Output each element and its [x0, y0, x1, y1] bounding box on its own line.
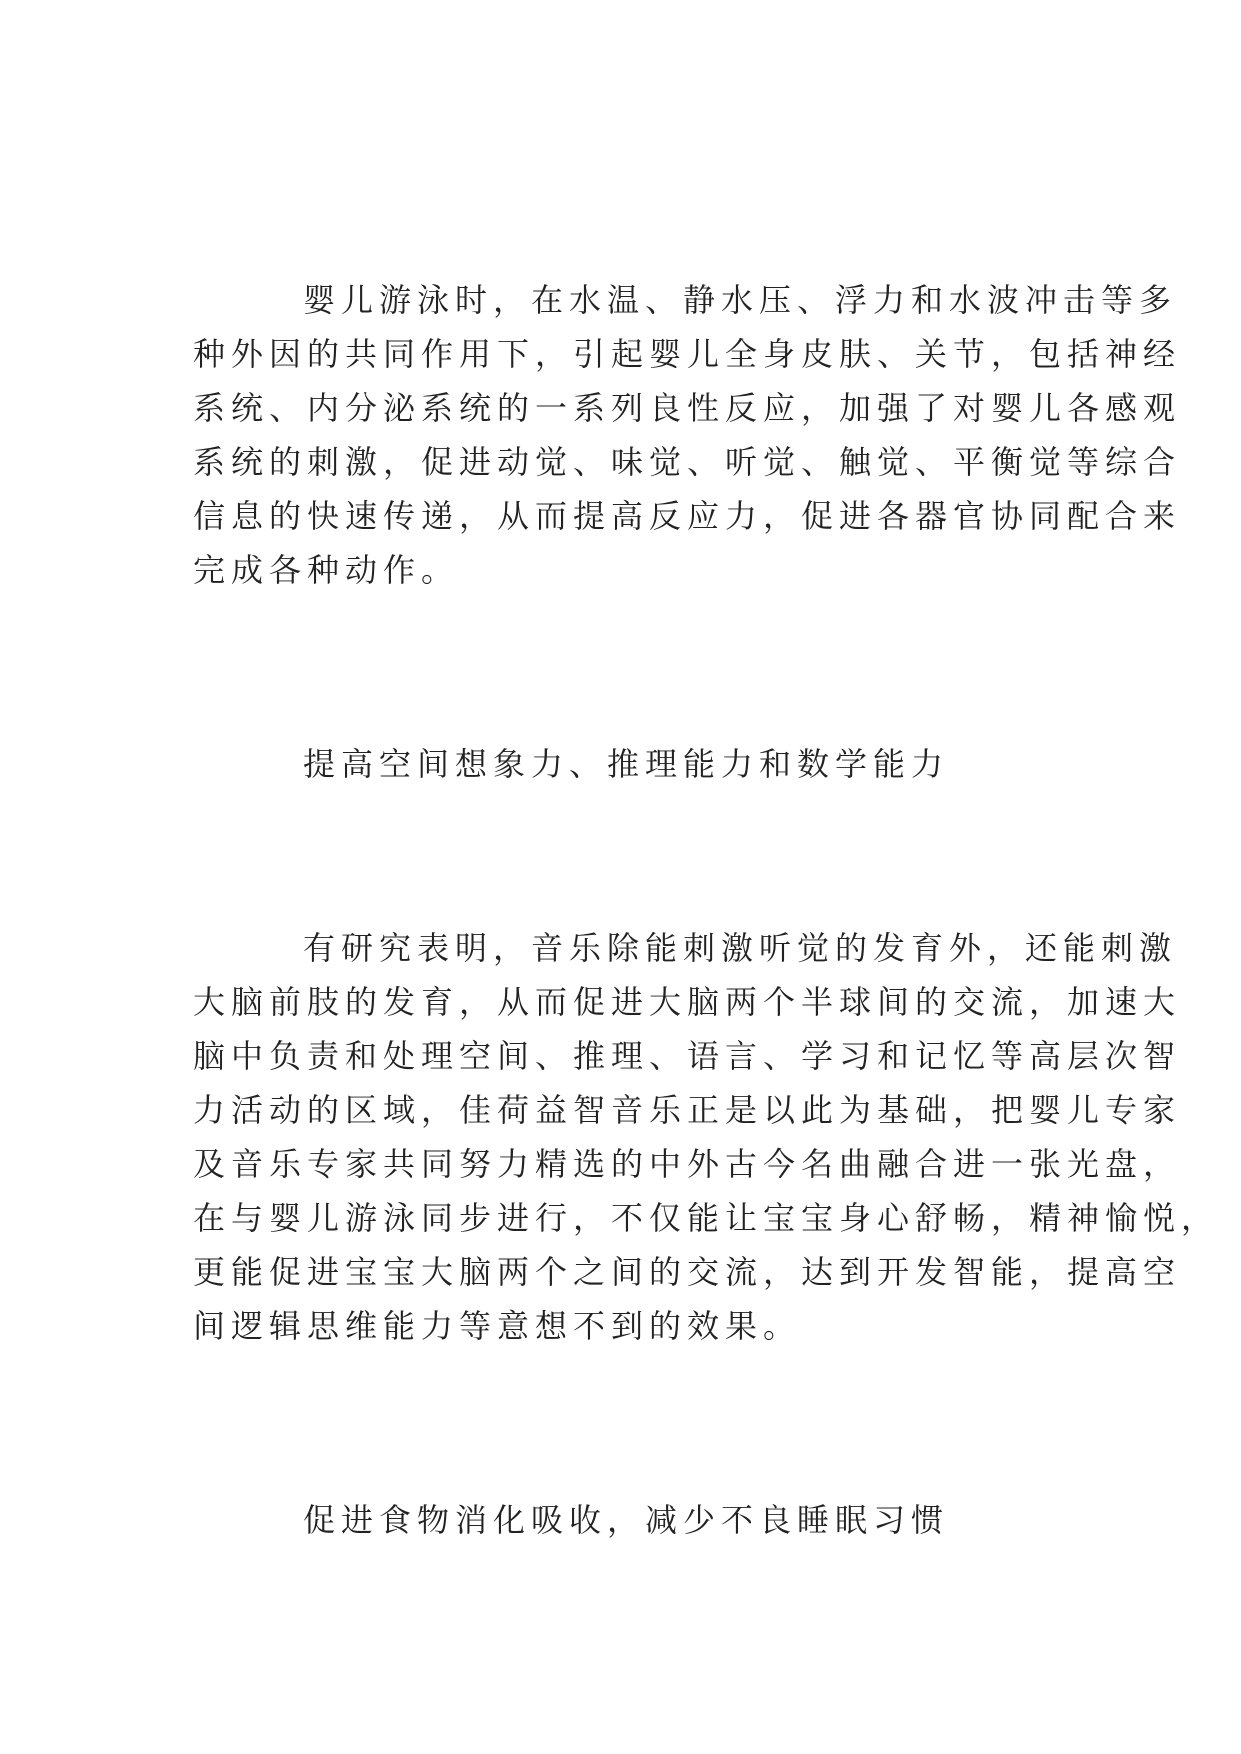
paragraph-line: 脑中负责和处理空间、推理、语言、学习和记忆等高层次智	[193, 1037, 1182, 1075]
paragraph-line: 更能促进宝宝大脑两个之间的交流，达到开发智能，提高空	[193, 1253, 1182, 1291]
paragraph-line: 系统的刺激，促进动觉、味觉、听觉、触觉、平衡觉等综合	[193, 443, 1182, 481]
paragraph-line: 力活动的区域，佳荷益智音乐正是以此为基础，把婴儿专家	[193, 1091, 1182, 1129]
paragraph-line: 完成各种动作。	[193, 551, 460, 589]
paragraph-line: 种外因的共同作用下，引起婴儿全身皮肤、关节，包括神经	[193, 335, 1182, 373]
section-heading-digestion-sleep: 促进食物消化吸收，减少不良睡眠习惯	[303, 1501, 950, 1539]
paragraph-line: 大脑前肢的发育，从而促进大脑两个半球间的交流，加速大	[193, 983, 1182, 1021]
paragraph-line: 系统、内分泌系统的一系列良性反应，加强了对婴儿各感观	[193, 389, 1182, 427]
paragraph-line: 间逻辑思维能力等意想不到的效果。	[193, 1307, 802, 1345]
paragraph-line: 及音乐专家共同努力精选的中外古今名曲融合进一张光盘，	[193, 1145, 1182, 1183]
paragraph-line: 有研究表明，音乐除能刺激听觉的发育外，还能刺激	[303, 929, 1178, 967]
paragraph-line: 婴儿游泳时，在水温、静水压、浮力和水波冲击等多	[303, 281, 1178, 319]
paragraph-line: 信息的快速传递，从而提高反应力，促进各器官协同配合来	[193, 497, 1182, 535]
paragraph-line: 在与婴儿游泳同步进行，不仅能让宝宝身心舒畅，精神愉悦，	[193, 1199, 1220, 1237]
section-heading-spatial-ability: 提高空间想象力、推理能力和数学能力	[303, 745, 950, 783]
